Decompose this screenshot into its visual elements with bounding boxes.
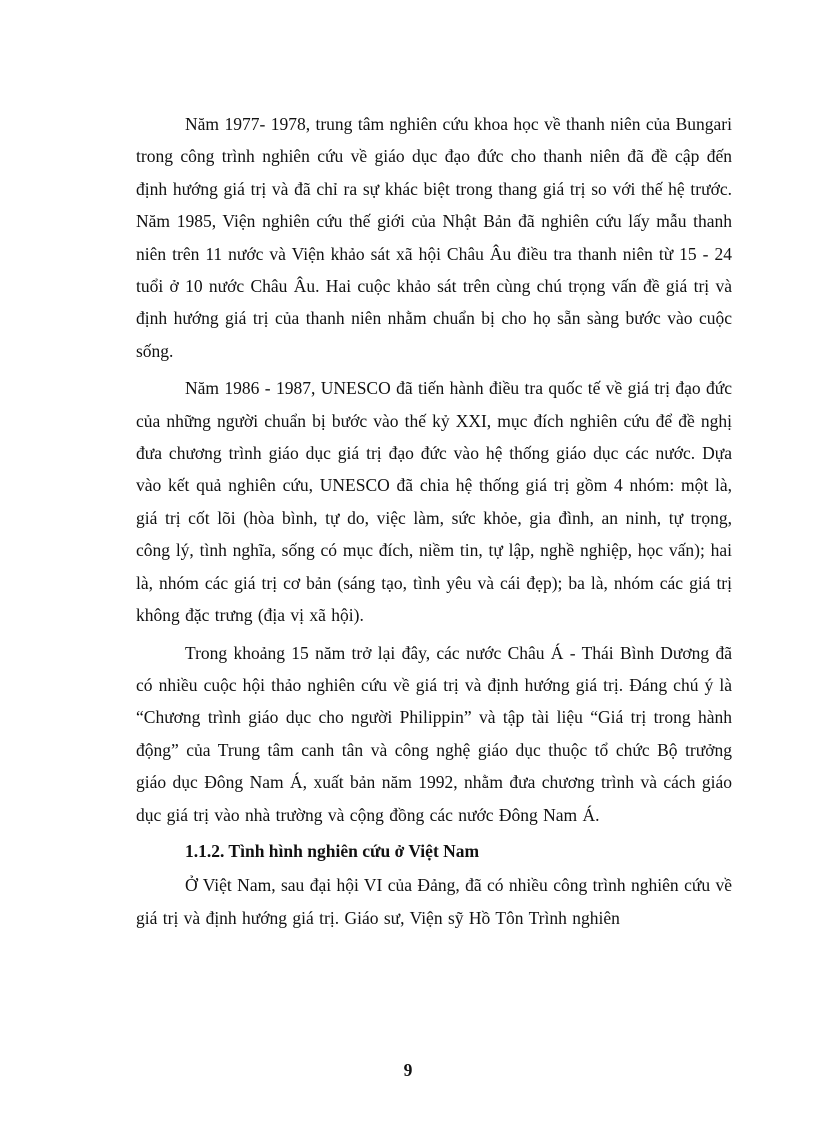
page-number: 9 — [403, 1060, 413, 1080]
paragraph-bulgaria-japan-europe: Năm 1977- 1978, trung tâm nghiên cứu khoa học về thanh niên của Bungari trong công trình nghiên cứu về giáo dục đạo đức cho thanh niên đã đề cập đến định hướng giá trị và đã chỉ ra sự khác biệt trong thang giá trị so với thế hệ trước. Năm 1985, Viện nghiên cứu thế giới của Nhật Bản đã nghiên cứu lấy mẫu thanh niên trên 11 nước và Viện khảo sát xã hội Châu Âu điều tra thanh niên từ 15 - 24 tuổi ở 10 nước Châu Âu. Hai cuộc khảo sát trên cùng chú trọng vấn đề giá trị và định hướng giá trị của thanh niên nhằm chuẩn bị cho họ sẵn sàng bước vào cuộc sống. — [136, 114, 732, 361]
page-body — [136, 108, 732, 934]
paragraph-vietnam: Ở Việt Nam, sau đại hội VI của Đảng, đã có nhiều công trình nghiên cứu về giá trị và định hướng giá trị. Giáo sư, Viện sỹ Hồ Tôn Trình nghiên — [136, 875, 732, 928]
paragraph-unesco: Năm 1986 - 1987, UNESCO đã tiến hành điều tra quốc tế về giá trị đạo đức của những người chuẩn bị bước vào thế kỷ XXI, mục đích nghiên cứu để đề nghị đưa chương trình giáo dục giá trị đạo đức vào hệ thống giáo dục các nước. Dựa vào kết quả nghiên cứu, UNESCO đã chia hệ thống giá trị gồm 4 nhóm: một là, giá trị cốt lõi (hòa bình, tự do, việc làm, sức khỏe, gia đình, an ninh, tự trọng, công lý, tình nghĩa, sống có mục đích, niềm tin, tự lập, nghề nghiệp, học vấn); hai là, nhóm các giá trị cơ bản (sáng tạo, tình yêu và cái đẹp); ba là, nhóm các giá trị không đặc trưng (địa vị xã hội). — [136, 378, 732, 626]
paragraph-asia-pacific: Trong khoảng 15 năm trở lại đây, các nước Châu Á - Thái Bình Dương đã có nhiều cuộc hội thảo nghiên cứu về giá trị và định hướng giá trị. Đáng chú ý là “Chương trình giáo dục cho người Philippin” và tập tài liệu “Giá trị trong hành động” của Trung tâm canh tân và công nghệ giáo dục thuộc tổ chức Bộ trưởng giáo dục Đông Nam Á, xuất bản năm 1992, nhằm đưa chương trình và cách giáo dục giá trị vào nhà trường và cộng đồng các nước Đông Nam Á. — [136, 642, 732, 825]
section-heading: 1.1.2. Tình hình nghiên cứu ở Việt Nam — [185, 840, 480, 861]
